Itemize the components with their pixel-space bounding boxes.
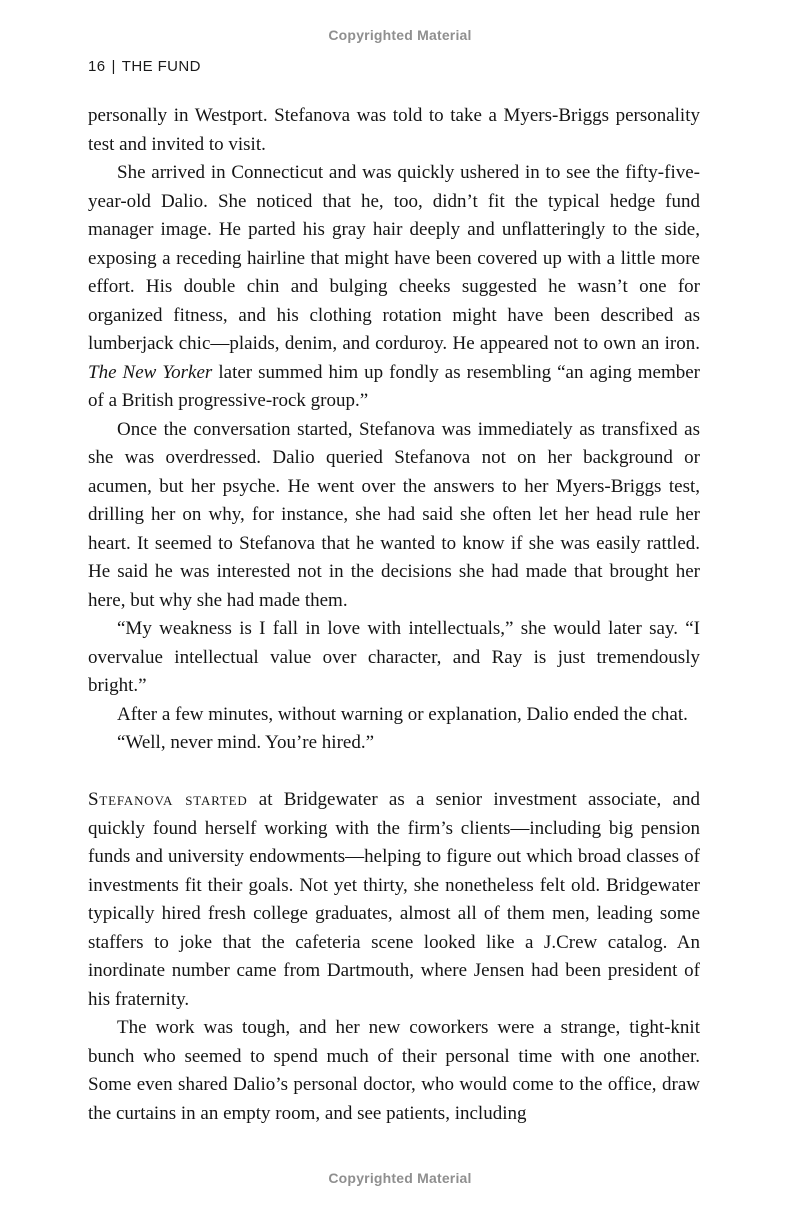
paragraph-6: “Well, never mind. You’re hired.” [117, 732, 375, 753]
paragraph-7-text: at Bridgewater as a senior investment associate, and quickly found herself working with the firm’s clients—including big pension funds and university endowments—helping to figure out which broad classes of investments fit their goals. Not yet thirty, she nonetheless felt old. Bridgewater typically hired fresh college graduates, almost all of them men, leading some staffers to joke that the cafeteria scene looked like a J.Crew catalog. An inordinate number came from Dartmouth, where Jensen had been president of his fraternity. [88, 789, 700, 1010]
paragraph-7 [88, 786, 700, 1014]
section-lead-in: Stefanova started [88, 789, 248, 810]
body-text [88, 102, 700, 1128]
running-header [88, 58, 201, 75]
paragraph-2-text-a: She arrived in Connecticut and was quickly ushered in to see the fifty-five-year-old Dalio. She noticed that he, too, didn’t fit the typical hedge fund manager image. He parted his gray hair deeply and unflatteringly to the side, exposing a receding hairline that might have been covered up with a little more effort. His double chin and bulging cheeks suggested he wasn’t one for organized fitness, and his clothing rotation might have been described as lumberjack chic—plaids, denim, and corduroy. He appeared not to own an iron. [88, 162, 700, 354]
paragraph-2 [88, 159, 700, 416]
running-title: THE FUND [121, 58, 201, 75]
paragraph-1: personally in Westport. Stefanova was told to take a Myers-Briggs personality test and invited to visit. [88, 105, 700, 155]
paragraph-4: “My weakness is I fall in love with intellectuals,” she would later say. “I overvalue intellectual value over character, and Ray is just tremendously bright.” [88, 618, 700, 696]
page-number: 16 [88, 58, 106, 75]
publication-title: The New Yorker [88, 361, 213, 383]
copyright-watermark-bottom: Copyrighted Material [328, 1170, 472, 1186]
copyright-watermark-top: Copyrighted Material [328, 27, 472, 43]
paragraph-2-text-b: later summed him up fondly as resembling “an aging member of a British progressive-rock group.” [88, 361, 700, 411]
paragraph-8: The work was tough, and her new coworkers were a strange, tight-knit bunch who seemed to spend much of their personal time with one another. Some even shared Dalio’s personal doctor, who would come to the office, draw the curtains in an empty room, and see patients, including [88, 1017, 700, 1124]
header-separator: | [111, 58, 116, 75]
paragraph-3: Once the conversation started, Stefanova was immediately as transfixed as she was overdressed. Dalio queried Stefanova not on her background or acumen, but her psyche. He went over the answers to her Myers-Briggs test, drilling her on why, for instance, she had said she often let her head rule her heart. It seemed to Stefanova that he wanted to know if she was easily rattled. He said he was interested not in the decisions she had made that brought her here, but why she had made them. [88, 418, 700, 611]
paragraph-5: After a few minutes, without warning or explanation, Dalio ended the chat. [117, 703, 688, 725]
